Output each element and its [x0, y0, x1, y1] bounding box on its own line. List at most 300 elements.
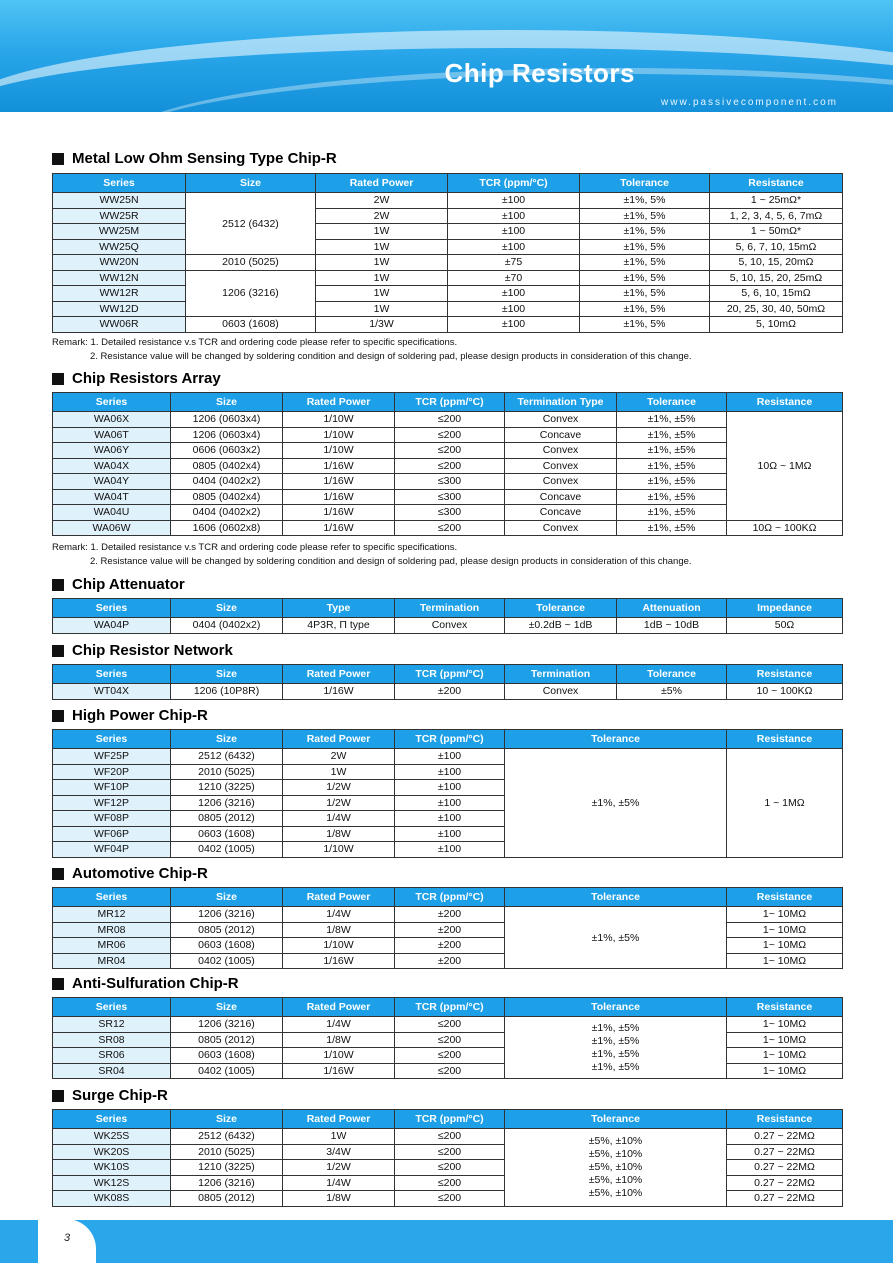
col-header: Tolerance: [505, 599, 617, 618]
section-title-attenuator: Chip Attenuator: [52, 576, 185, 593]
table-cell: ±1%, 5%: [580, 208, 710, 224]
col-header: Size: [171, 998, 283, 1017]
table-cell: 1210 (3225): [171, 780, 283, 796]
table-cell: ≤200: [395, 443, 505, 459]
table-cell: 1, 2, 3, 4, 5, 6, 7mΩ: [710, 208, 843, 224]
table-cell: 0603 (1608): [171, 938, 283, 954]
table-row: SR12 1206 (3216) 1/4W ≤200 ±1%, ±5% ±1%, ±5% ±1%, ±5% ±1%, ±5% 1~ 10MΩ: [53, 1017, 843, 1033]
table-cell: 1206 (10P8R): [171, 684, 283, 700]
series-cell: WK20S: [53, 1144, 171, 1160]
series-cell: WK12S: [53, 1175, 171, 1191]
col-header: TCR (ppm/°C): [395, 1110, 505, 1129]
table-cell: 1W: [316, 224, 448, 240]
table-cell: 0.27 ~ 22MΩ: [727, 1144, 843, 1160]
series-cell: WF25P: [53, 749, 171, 765]
series-cell: WW25Q: [53, 239, 186, 255]
table-cell: 2512 (6432): [186, 193, 316, 255]
col-header: Series: [53, 393, 171, 412]
table-cell: ≤200: [395, 1063, 505, 1079]
table-cell: 1~ 10MΩ: [727, 953, 843, 969]
table-cell: 1/16W: [283, 520, 395, 536]
table-row: [53, 489, 843, 505]
table-cell: ±70: [448, 270, 580, 286]
table-cell: Convex: [505, 458, 617, 474]
col-header: Attenuation: [617, 599, 727, 618]
series-cell: WW06R: [53, 317, 186, 333]
table-cell: ±100: [395, 826, 505, 842]
table-cell: 10Ω ~ 100KΩ: [727, 520, 843, 536]
table-row: [53, 458, 843, 474]
col-header: Size: [171, 730, 283, 749]
col-header: Termination: [505, 665, 617, 684]
table-cell: 2W: [283, 749, 395, 765]
table-cell: ±100: [395, 780, 505, 796]
page-number: 3: [64, 1232, 71, 1244]
table-row: [53, 618, 843, 634]
col-header: Size: [171, 393, 283, 412]
table-cell: ±1%, 5%: [580, 317, 710, 333]
col-header: Rated Power: [283, 393, 395, 412]
table-header-row: [53, 174, 843, 193]
table-cell: ±1%, ±5%: [617, 427, 727, 443]
series-cell: WA04U: [53, 505, 171, 521]
table-anti-sulfuration: [52, 997, 843, 1079]
table-cell: ±1%, 5%: [580, 301, 710, 317]
table-cell: 1/4W: [283, 907, 395, 923]
table-cell: 1W: [283, 764, 395, 780]
col-header: Rated Power: [283, 888, 395, 907]
section-title-automotive: Automotive Chip-R: [52, 865, 208, 882]
table-cell: ±200: [395, 938, 505, 954]
col-header: Size: [171, 888, 283, 907]
table-row: [53, 286, 843, 302]
table-cell: 1dB ~ 10dB: [617, 618, 727, 634]
section-title-high-power: High Power Chip-R: [52, 707, 208, 724]
table-cell: ±100: [395, 811, 505, 827]
table-row: [53, 301, 843, 317]
table-cell: ±100: [448, 301, 580, 317]
table-cell: 1/2W: [283, 780, 395, 796]
table-row: [53, 749, 843, 765]
table-cell: 1/10W: [283, 938, 395, 954]
table-cell: 0805 (2012): [171, 1191, 283, 1207]
table-cell: 1210 (3225): [171, 1160, 283, 1176]
series-cell: MR12: [53, 907, 171, 923]
table-cell: 0805 (2012): [171, 811, 283, 827]
table-row: [53, 270, 843, 286]
table-cell: 2512 (6432): [171, 749, 283, 765]
table-cell: ±100: [395, 764, 505, 780]
col-header: Tolerance: [505, 730, 727, 749]
table-header-row: [53, 665, 843, 684]
series-cell: WF08P: [53, 811, 171, 827]
table-cell: ≤200: [395, 1017, 505, 1033]
col-header: Type: [283, 599, 395, 618]
col-header: TCR (ppm/°C): [395, 393, 505, 412]
square-bullet-icon: [52, 645, 64, 657]
series-cell: WA04X: [53, 458, 171, 474]
table-cell: 1/4W: [283, 811, 395, 827]
square-bullet-icon: [52, 373, 64, 385]
table-cell: ±1%, 5%: [580, 270, 710, 286]
series-cell: SR04: [53, 1063, 171, 1079]
series-cell: WA04Y: [53, 474, 171, 490]
table-cell: 1W: [316, 239, 448, 255]
table-automotive: [52, 887, 843, 969]
series-cell: WF20P: [53, 764, 171, 780]
table-cell: ±1%, ±5%: [505, 749, 727, 858]
table-cell: 1/2W: [283, 795, 395, 811]
table-cell: 0606 (0603x2): [171, 443, 283, 459]
col-header: Size: [186, 174, 316, 193]
series-cell: WF12P: [53, 795, 171, 811]
series-cell: WA04T: [53, 489, 171, 505]
table-cell: 1~ 10MΩ: [727, 922, 843, 938]
table-cell: Convex: [395, 618, 505, 634]
table-cell: ±100: [448, 224, 580, 240]
table-cell: ≤300: [395, 505, 505, 521]
table-cell: ±200: [395, 953, 505, 969]
table-cell: ±100: [448, 286, 580, 302]
table-cell: 1/16W: [283, 505, 395, 521]
table-cell: 1/10W: [283, 443, 395, 459]
series-cell: WT04X: [53, 684, 171, 700]
table-cell: 1/10W: [283, 1048, 395, 1064]
table-cell: 1206 (3216): [171, 795, 283, 811]
series-cell: WA06T: [53, 427, 171, 443]
series-cell: SR12: [53, 1017, 171, 1033]
col-header: Rated Power: [283, 665, 395, 684]
table-cell: ±1%, ±5%: [505, 907, 727, 969]
col-header: Rated Power: [283, 998, 395, 1017]
table-cell: 0805 (2012): [171, 922, 283, 938]
table-cell: 1206 (3216): [171, 907, 283, 923]
table-cell: 0404 (0402x2): [171, 474, 283, 490]
series-cell: WW25R: [53, 208, 186, 224]
col-header: Series: [53, 998, 171, 1017]
table-cell: ≤200: [395, 1129, 505, 1145]
table-cell: ±100: [448, 317, 580, 333]
section-title-surge: Surge Chip-R: [52, 1087, 168, 1104]
table-cell: ≤200: [395, 1048, 505, 1064]
col-header: Impedance: [727, 599, 843, 618]
table-cell: ±100: [395, 749, 505, 765]
series-cell: WK10S: [53, 1160, 171, 1176]
table-cell: ≤200: [395, 1160, 505, 1176]
series-cell: WW12N: [53, 270, 186, 286]
table-high-power: [52, 729, 843, 858]
series-cell: SR06: [53, 1048, 171, 1064]
table-row: [53, 443, 843, 459]
col-header: Size: [171, 665, 283, 684]
table-row: [53, 520, 843, 536]
table-cell: 1/16W: [283, 953, 395, 969]
table-cell: 0404 (0402x2): [171, 618, 283, 634]
table-cell: 5, 6, 7, 10, 15mΩ: [710, 239, 843, 255]
table-cell: ±1%, ±5%: [617, 412, 727, 428]
col-header: Tolerance: [505, 1110, 727, 1129]
square-bullet-icon: [52, 978, 64, 990]
table-cell: 1/10W: [283, 427, 395, 443]
series-cell: MR04: [53, 953, 171, 969]
table-cell: 0805 (0402x4): [171, 489, 283, 505]
table-cell: 2W: [316, 193, 448, 209]
section-title-metal: Metal Low Ohm Sensing Type Chip-R: [52, 150, 337, 167]
table-row: [53, 684, 843, 700]
table-cell: ≤200: [395, 458, 505, 474]
square-bullet-icon: [52, 153, 64, 165]
col-header: Series: [53, 665, 171, 684]
square-bullet-icon: [52, 579, 64, 591]
section-title-array: Chip Resistors Array: [52, 370, 221, 387]
table-cell: ±100: [448, 208, 580, 224]
table-row: [53, 239, 843, 255]
table-cell: 0805 (2012): [171, 1032, 283, 1048]
table-cell: 1~ 10MΩ: [727, 1048, 843, 1064]
col-header: Series: [53, 174, 186, 193]
table-cell: ≤200: [395, 412, 505, 428]
table-header-row: [53, 393, 843, 412]
table-header-row: [53, 888, 843, 907]
table-cell: ±1%, 5%: [580, 224, 710, 240]
table-cell: 2W: [316, 208, 448, 224]
table-cell: 1~ 10MΩ: [727, 1017, 843, 1033]
remark-metal: Remark: 1. Detailed resistance v.s TCR and ordering code please refer to specific specifications. 2. Resistance value will be changed by soldering condition and design of soldering pad, please design products in consideration of this change.: [52, 337, 692, 362]
table-cell: 0402 (1005): [171, 953, 283, 969]
table-row: [53, 224, 843, 240]
table-surge: [52, 1109, 843, 1207]
col-header: Tolerance: [580, 174, 710, 193]
col-header: TCR (ppm/°C): [395, 888, 505, 907]
table-cell: ±1%, 5%: [580, 239, 710, 255]
table-cell: 0603 (1608): [171, 1048, 283, 1064]
series-cell: WF04P: [53, 842, 171, 858]
table-cell: 0.27 ~ 22MΩ: [727, 1160, 843, 1176]
series-cell: WA06Y: [53, 443, 171, 459]
series-cell: WF10P: [53, 780, 171, 796]
series-cell: WW12R: [53, 286, 186, 302]
table-row: [53, 474, 843, 490]
table-row: [53, 317, 843, 333]
table-cell: 1606 (0602x8): [171, 520, 283, 536]
col-header: TCR (ppm/°C): [395, 665, 505, 684]
table-cell: Convex: [505, 474, 617, 490]
table-cell: ≤200: [395, 1191, 505, 1207]
series-cell: WA06X: [53, 412, 171, 428]
table-cell: Concave: [505, 489, 617, 505]
table-row: WK25S 2512 (6432) 1W ≤200 ±5%, ±10% ±5%, ±10% ±5%, ±10% ±5%, ±10% ±5%, ±10% 0.27 ~ 22MΩ: [53, 1129, 843, 1145]
col-header: Tolerance: [505, 998, 727, 1017]
table-cell: ±100: [395, 795, 505, 811]
table-cell: ±1%, 5%: [580, 193, 710, 209]
table-cell: ≤200: [395, 1175, 505, 1191]
table-cell: ±1%, 5%: [580, 255, 710, 271]
table-cell: 5, 10, 15, 20, 25mΩ: [710, 270, 843, 286]
col-header: TCR (ppm/°C): [395, 730, 505, 749]
table-cell: 2512 (6432): [171, 1129, 283, 1145]
table-cell: ≤300: [395, 489, 505, 505]
table-row: [53, 255, 843, 271]
col-header: Series: [53, 1110, 171, 1129]
table-row: [53, 907, 843, 923]
table-array: [52, 392, 843, 536]
table-cell: 1/10W: [283, 412, 395, 428]
table-cell: 10Ω ~ 1MΩ: [727, 412, 843, 521]
section-title-anti-sulfuration: Anti-Sulfuration Chip-R: [52, 975, 239, 992]
table-cell: ±75: [448, 255, 580, 271]
series-cell: WW12D: [53, 301, 186, 317]
table-cell: 0.27 ~ 22MΩ: [727, 1175, 843, 1191]
table-cell: 1~ 10MΩ: [727, 1063, 843, 1079]
square-bullet-icon: [52, 1090, 64, 1102]
table-cell: 0402 (1005): [171, 1063, 283, 1079]
table-row: [53, 505, 843, 521]
table-cell: 1/2W: [283, 1160, 395, 1176]
table-cell: 10 ~ 100KΩ: [727, 684, 843, 700]
col-header: Resistance: [727, 888, 843, 907]
table-cell: ±1%, ±5%: [617, 474, 727, 490]
table-row: [53, 427, 843, 443]
table-cell: ≤200: [395, 1144, 505, 1160]
table-cell: 1~ 10MΩ: [727, 938, 843, 954]
table-cell: 1W: [316, 255, 448, 271]
series-cell: WA04P: [53, 618, 171, 634]
table-header-row: [53, 1110, 843, 1129]
square-bullet-icon: [52, 710, 64, 722]
table-row: [53, 412, 843, 428]
table-cell: ±200: [395, 922, 505, 938]
col-header: Termination Type: [505, 393, 617, 412]
table-cell: 1W: [316, 286, 448, 302]
table-cell: ≤200: [395, 520, 505, 536]
table-header-row: [53, 730, 843, 749]
table-cell: 1206 (0603x4): [171, 427, 283, 443]
col-header: Resistance: [710, 174, 843, 193]
table-cell: 0603 (1608): [186, 317, 316, 333]
table-cell: ±1%, ±5%: [617, 458, 727, 474]
table-cell: 0603 (1608): [171, 826, 283, 842]
table-cell: 2010 (5025): [171, 764, 283, 780]
table-cell: 1206 (3216): [171, 1017, 283, 1033]
table-cell: ≤200: [395, 1032, 505, 1048]
table-cell: 5, 6, 10, 15mΩ: [710, 286, 843, 302]
table-cell: 1/16W: [283, 489, 395, 505]
table-cell: ±1%, 5%: [580, 286, 710, 302]
table-cell: 1/4W: [283, 1175, 395, 1191]
table-cell: ±5%: [617, 684, 727, 700]
table-cell: Convex: [505, 684, 617, 700]
footer-bar: [0, 1220, 893, 1263]
table-cell: Convex: [505, 443, 617, 459]
series-cell: MR06: [53, 938, 171, 954]
table-attenuator: [52, 598, 843, 634]
table-cell: 5, 10, 15, 20mΩ: [710, 255, 843, 271]
col-header: Tolerance: [617, 393, 727, 412]
col-header: Tolerance: [617, 665, 727, 684]
table-cell: 1 ~ 25mΩ*: [710, 193, 843, 209]
table-header-row: [53, 998, 843, 1017]
col-header: Resistance: [727, 730, 843, 749]
series-cell: MR08: [53, 922, 171, 938]
table-cell: Convex: [505, 412, 617, 428]
series-cell: SR08: [53, 1032, 171, 1048]
table-cell: ±1%, ±5%: [617, 489, 727, 505]
col-header: Resistance: [727, 665, 843, 684]
table-row: [53, 208, 843, 224]
series-cell: WW25N: [53, 193, 186, 209]
table-cell: 1~ 10MΩ: [727, 907, 843, 923]
table-row: [53, 193, 843, 209]
table-cell: ≤200: [395, 427, 505, 443]
table-metal-low-ohm: [52, 173, 843, 333]
col-header: Termination: [395, 599, 505, 618]
table-cell: 1W: [316, 301, 448, 317]
col-header: Resistance: [727, 1110, 843, 1129]
table-cell: 1206 (3216): [171, 1175, 283, 1191]
table-cell: 0805 (0402x4): [171, 458, 283, 474]
table-cell: 1/8W: [283, 922, 395, 938]
series-cell: WA06W: [53, 520, 171, 536]
section-title-network: Chip Resistor Network: [52, 642, 233, 659]
table-cell: 0404 (0402x2): [171, 505, 283, 521]
website-url: www.passivecomponent.com: [661, 97, 838, 108]
table-cell: 4P3R, Π type: [283, 618, 395, 634]
col-header: Size: [171, 1110, 283, 1129]
table-network: [52, 664, 843, 700]
col-header: Rated Power: [283, 730, 395, 749]
table-cell: 1/8W: [283, 1032, 395, 1048]
series-cell: WW20N: [53, 255, 186, 271]
col-header: TCR (ppm/°C): [395, 998, 505, 1017]
table-header-row: [53, 599, 843, 618]
table-cell: Convex: [505, 520, 617, 536]
table-cell: 1 ~ 1MΩ: [727, 749, 843, 858]
series-cell: WF06P: [53, 826, 171, 842]
table-cell: ±0.2dB ~ 1dB: [505, 618, 617, 634]
series-cell: WW25M: [53, 224, 186, 240]
table-cell: 0402 (1005): [171, 842, 283, 858]
table-cell: 1/4W: [283, 1017, 395, 1033]
table-cell: Concave: [505, 505, 617, 521]
table-cell: 1/3W: [316, 317, 448, 333]
col-header: Series: [53, 888, 171, 907]
table-cell: 2010 (5025): [171, 1144, 283, 1160]
series-cell: WK08S: [53, 1191, 171, 1207]
table-cell: 3/4W: [283, 1144, 395, 1160]
page-title: Chip Resistors: [444, 58, 635, 88]
series-cell: WK25S: [53, 1129, 171, 1145]
table-cell: 1/16W: [283, 458, 395, 474]
table-cell: Concave: [505, 427, 617, 443]
table-cell: ±100: [448, 193, 580, 209]
table-cell: 20, 25, 30, 40, 50mΩ: [710, 301, 843, 317]
col-header: TCR (ppm/°C): [448, 174, 580, 193]
col-header: Tolerance: [505, 888, 727, 907]
table-cell: 1/8W: [283, 826, 395, 842]
table-cell: ±200: [395, 907, 505, 923]
remark-array: Remark: 1. Detailed resistance v.s TCR and ordering code please refer to specific specifications. 2. Resistance value will be changed by soldering condition and design of soldering pad, please design products in consideration of this change.: [52, 542, 692, 567]
table-cell: ±1%, ±5%: [617, 520, 727, 536]
table-cell: ±1%, ±5%: [617, 443, 727, 459]
table-cell: 1206 (0603x4): [171, 412, 283, 428]
table-cell: ±1%, ±5%: [617, 505, 727, 521]
col-header: Rated Power: [316, 174, 448, 193]
square-bullet-icon: [52, 868, 64, 880]
table-cell: 1W: [283, 1129, 395, 1145]
table-cell: 1206 (3216): [186, 270, 316, 317]
table-cell: ±100: [395, 842, 505, 858]
col-header: Size: [171, 599, 283, 618]
